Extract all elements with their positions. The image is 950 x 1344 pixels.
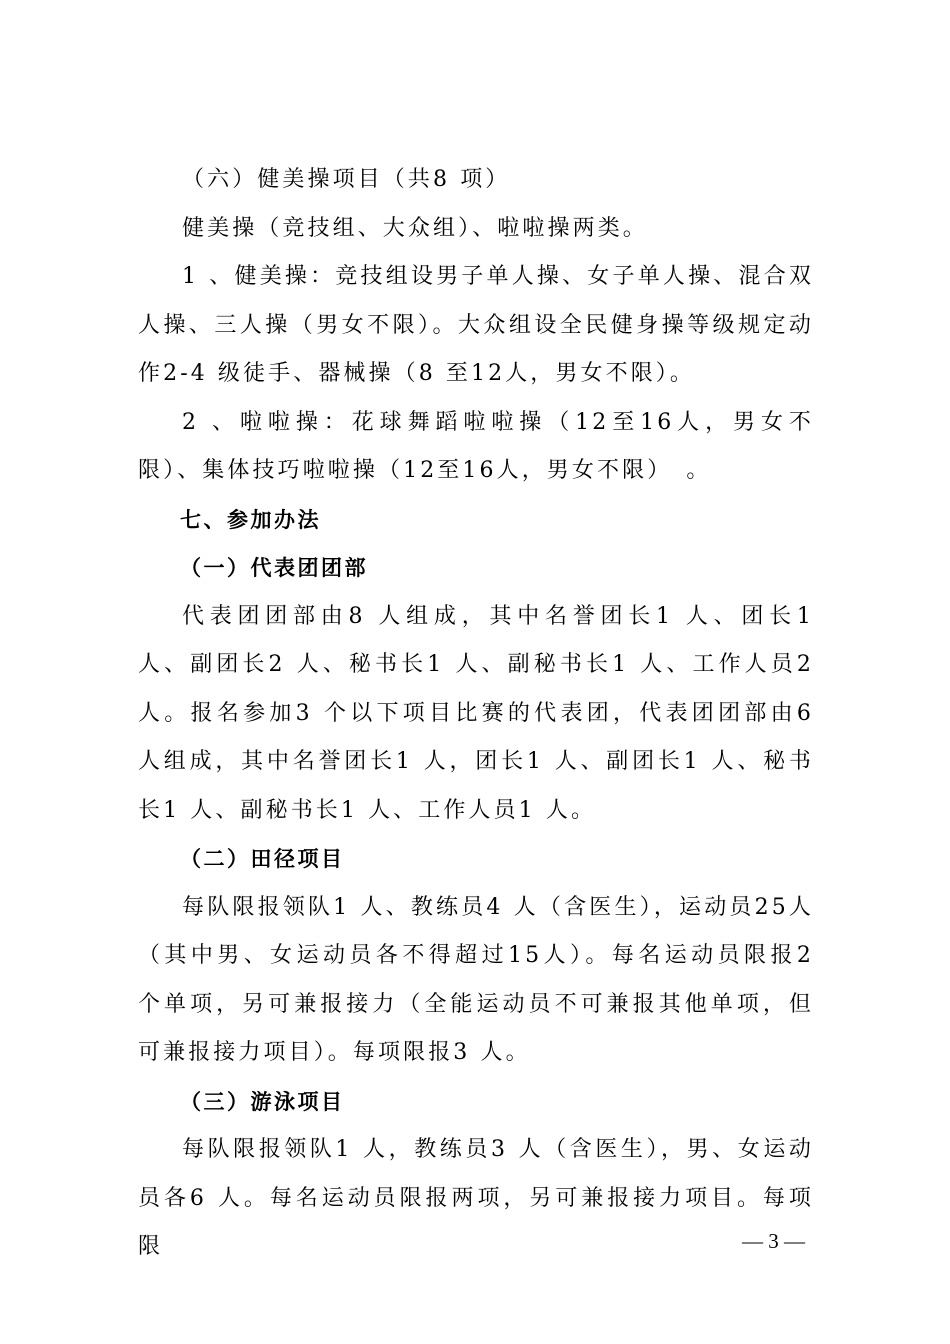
paragraph-cheerleading-detail: 2 、啦啦操：花球舞蹈啦啦操（12至16人，男女不限）、集体技巧啦啦操（12至16人，男女不限） 。 [138, 409, 814, 483]
paragraph-aerobics-detail: 1 、健美操：竞技组设男子单人操、女子单人操、混合双人操、三人操（男女不限）。大众组设全民健身操等级规定动作2-4 级徒手、器械操（8 至12人，男女不限）。 [138, 264, 814, 386]
heading-participation: 七、参加办法 [180, 507, 321, 532]
section-title-aerobics: （六）健美操项目（共8 项） [182, 167, 511, 192]
paragraph-aerobics-types: 健美操（竞技组、大众组）、啦啦操两类。 [182, 215, 648, 241]
heading-delegation: （一）代表团团部 [180, 556, 368, 580]
heading-swimming: （三）游泳项目 [180, 1089, 345, 1114]
page-number: — 3 — [742, 1229, 805, 1253]
document-body [138, 156, 814, 1272]
paragraph-swimming: 每队限报领队1 人，教练员3 人（含医生），男、女运动员各6 人。每名运动员限报两项，另可兼报接力项目。每项限 [138, 1137, 814, 1259]
paragraph-athletics: 每队限报领队1 人、教练员4 人（含医生），运动员25人（其中男、女运动员各不得超过15人）。每名运动员限报2 个单项，另可兼报接力（全能运动员不可兼报其他单项，但可兼报接力项目）。每项限报3 人。 [138, 894, 814, 1065]
paragraph-delegation: 代表团团部由8 人组成，其中名誉团长1 人、团长1 人、副团长2 人、秘书长1 人、副秘书长1 人、工作人员2 人。报名参加3 个以下项目比赛的代表团，代表团团部由6 人组成，其中名誉团长1 人，团长1 人、副团长1 人、秘书长1 人、副秘书长1 人、工作人员1 人。 [138, 603, 814, 823]
heading-athletics: （二）田径项目 [180, 847, 345, 871]
